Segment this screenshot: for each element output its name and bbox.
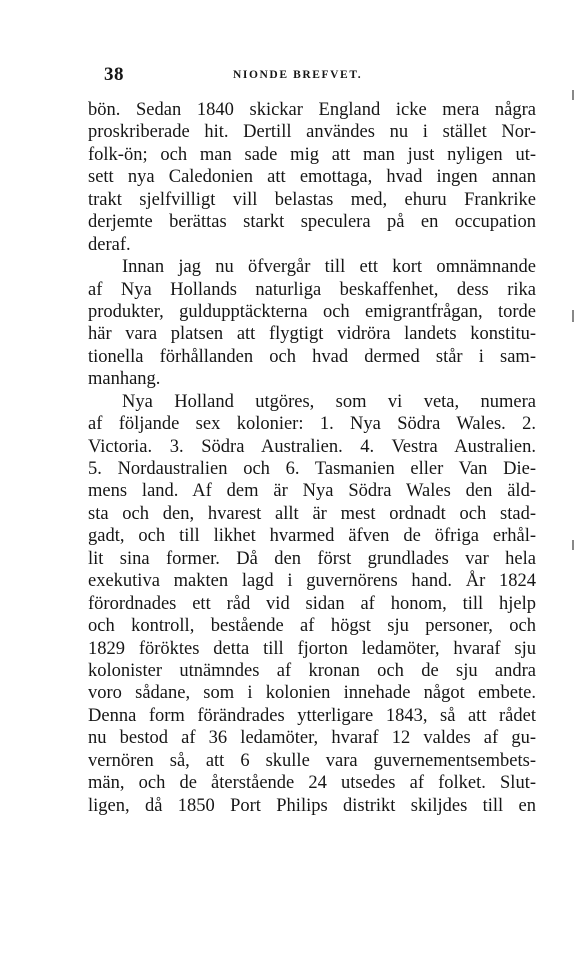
text-line: Nya Holland utgöres, som vi veta, numera — [122, 391, 536, 412]
text-line: mens land. Af dem är Nya Södra Wales den äld- — [88, 481, 536, 502]
body-text — [88, 99, 536, 817]
text-line: här vara platsen att flygtigt vidröra landets konstitu- — [88, 324, 536, 345]
text-line: tionella förhållanden och hvad dermed står i sam- — [88, 346, 536, 367]
text-line: Victoria. 3. Södra Australien. 4. Vestra Australien. — [88, 436, 536, 457]
text-line: kolonister utnämndes af kronan och de sju andra — [88, 660, 536, 681]
text-line: manhang. — [88, 369, 161, 390]
text-line: produkter, guldupptäckterna och emigrantfrågan, torde — [88, 301, 536, 322]
text-line: vernören så, att 6 skulle vara guvernementsembets- — [88, 750, 536, 771]
text-line: trakt sjelfvilligt vill belastas med, ehuru Frankrike — [88, 189, 536, 210]
text-line: Denna form förändrades ytterligare 1843, så att rådet — [88, 705, 536, 726]
text-line: 1829 föröktes detta till fjorton ledamöter, hvaraf sju — [88, 638, 536, 659]
text-line: och kontroll, bestående af högst sju personer, och — [88, 616, 536, 637]
text-line: derjemte berättas starkt speculera på en occupation — [88, 212, 536, 233]
text-line: voro sådane, som i kolonien innehade något embete. — [88, 683, 536, 704]
running-head: NIONDE BREFVET. — [233, 69, 363, 81]
text-line: lit sina former. Då den först grundlades var hela — [88, 548, 536, 569]
text-line: nu bestod af 36 ledamöter, hvaraf 12 valdes af gu- — [88, 728, 536, 749]
page-edge-mark — [572, 310, 574, 322]
text-line: Innan jag nu öfvergår till ett kort omnämnande — [122, 257, 536, 278]
text-line: sett nya Caledonien att emottaga, hvad ingen annan — [88, 167, 536, 188]
page-edge-mark — [572, 540, 574, 550]
text-line: sta och den, hvarest allt är mest ordnadt och stad- — [88, 503, 536, 524]
text-line: af följande sex kolonier: 1. Nya Södra Wales. 2. — [88, 414, 536, 435]
text-line: ligen, då 1850 Port Philips distrikt skiljdes till en — [88, 795, 536, 816]
text-line: proskriberade hit. Dertill användes nu i stället Nor- — [88, 122, 536, 143]
text-line: folk-ön; och man sade mig att man just nyligen ut- — [88, 144, 536, 165]
page-edge-mark — [572, 90, 574, 100]
text-line: gadt, och till likhet hvarmed äfven de öfriga erhål- — [88, 526, 536, 547]
text-line: af Nya Hollands naturliga beskaffenhet, dess rika — [88, 279, 536, 300]
text-line: män, och de återstående 24 utsedes af folket. Slut- — [88, 773, 536, 794]
text-line: exekutiva makten lagd i guvernörens hand. År 1824 — [88, 571, 536, 592]
text-line: deraf. — [88, 234, 131, 255]
page-number: 38 — [104, 64, 124, 85]
text-line: 5. Nordaustralien och 6. Tasmanien eller Van Die- — [88, 459, 536, 479]
text-line: förordnades ett råd vid sidan af honom, till hjelp — [88, 593, 536, 614]
text-line: bön. Sedan 1840 skickar England icke mera några — [88, 100, 536, 120]
page-header — [88, 64, 536, 86]
